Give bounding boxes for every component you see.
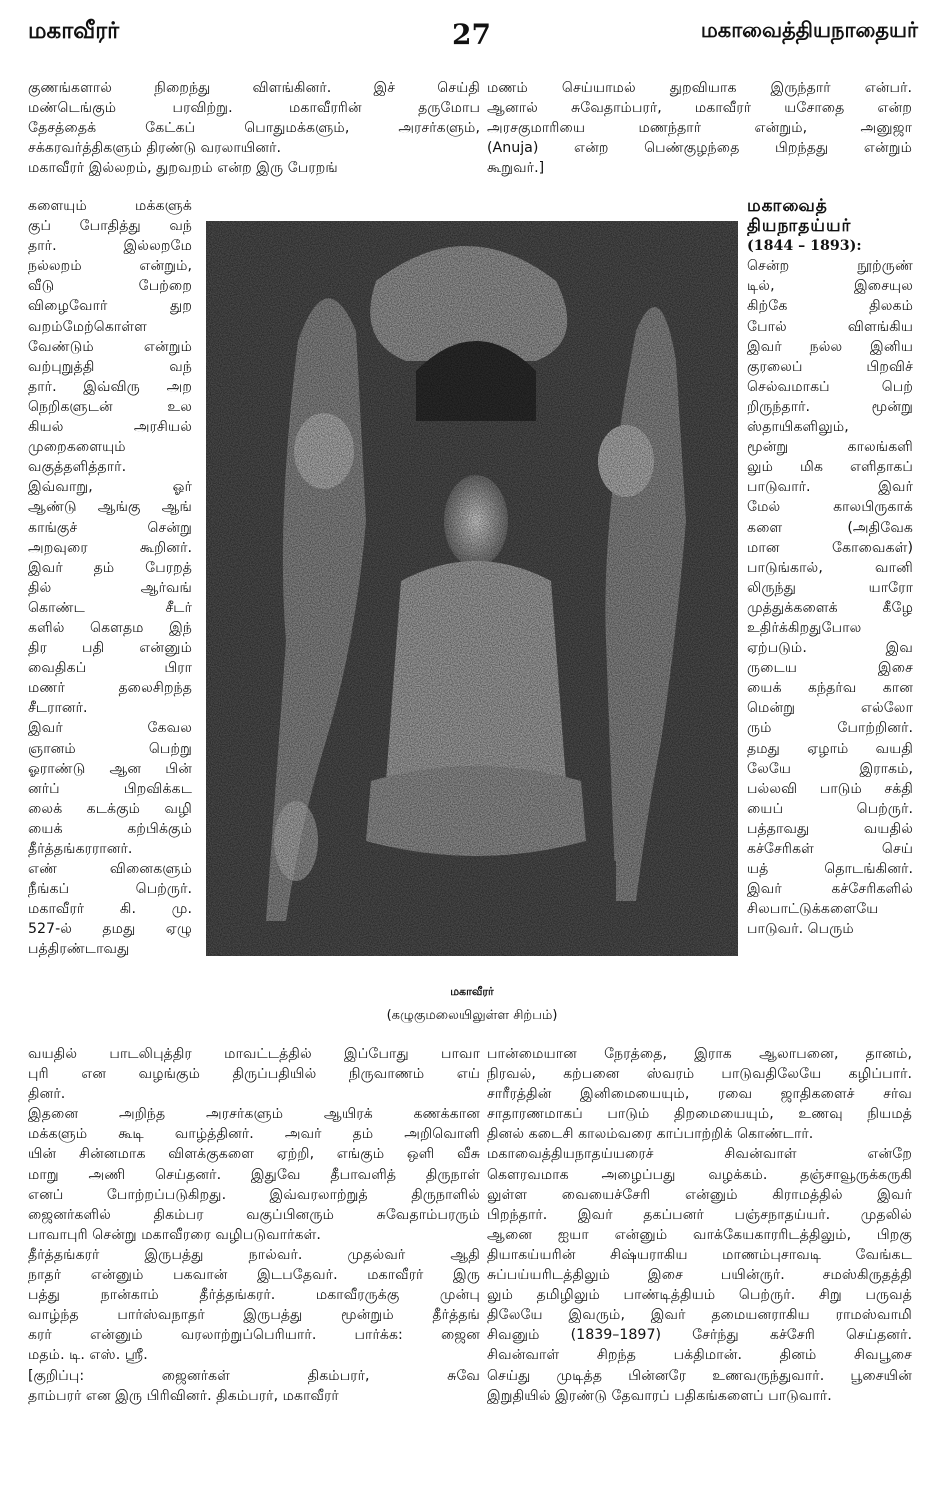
text-line: மூன்று காலங்களி — [747, 439, 913, 456]
text-line: இவ்வாறு, ஓர் — [28, 479, 192, 496]
text-line: நிரவல், கற்பனை ஸ்வரம் பாடுவதிலேயே கழிப்பார். — [487, 1066, 912, 1083]
biography-heading-part1: மகாவைத் — [747, 196, 828, 216]
text-line: இதனை அறிந்த அரசர்களும் ஆயிரக் கணக்கான — [28, 1106, 480, 1123]
text-line: பத்தாவது வயதில் — [747, 820, 913, 837]
text-line: சிலபாட்டுக்களையே — [747, 901, 879, 918]
text-line: வறம்மேற்கொள்ள — [28, 318, 147, 335]
text-line: லைக் கடக்கும் வழி — [28, 800, 192, 817]
text-line: ஆனால் சுவேதாம்பரர், மகாவீரர் யசோதை என்ற — [487, 100, 912, 117]
text-line: நல்லறம் என்றும், — [28, 258, 192, 275]
photo-caption-title: மகாவீரர் — [450, 985, 494, 998]
text-line: திர பதி என்னும் — [28, 640, 192, 657]
text-line: மான கோவைகள்) — [747, 539, 913, 556]
text-line: போல் விளங்கிய — [747, 318, 913, 335]
mahavira-sculpture-photo — [206, 221, 738, 956]
text-line: தார். இல்லறமே — [28, 238, 192, 255]
text-line: நாதர் என்னும் பகவான் இடபதேவர். மகாவீரர் இரு — [28, 1267, 480, 1284]
text-line: தினல் கடைசி காலம்வரை காப்பாற்றிக் கொண்டார். — [487, 1126, 814, 1143]
text-line: மாறு அணி செய்தனர். இதுவே தீபாவளித் திருநாள் — [28, 1166, 480, 1183]
text-line: கச்சேரிகள் செய் — [747, 841, 913, 857]
text-line: இவர் தம் பேரறத் — [28, 559, 192, 576]
text-line: எனப் போற்றப்படுகிறது. இவ்வரலாற்றுத் திருநாளில் — [28, 1186, 480, 1203]
text-line: றிருந்தார். மூன்று — [747, 398, 913, 415]
text-line: தார். இவ்விரு அற — [28, 378, 192, 395]
left-column-top-text — [28, 78, 480, 178]
text-line: வாழ்ந்த பார்ஸ்வநாதர் இருபத்து மூன்றும் தீர்த்தங் — [28, 1307, 480, 1324]
text-line: வயதில் பாடலிபுத்திர மாவட்டத்தில் இப்போது பாவா — [28, 1046, 480, 1062]
text-line: ஸ்தாயிகளிலும், — [747, 419, 849, 436]
text-line: முறைகளையும் — [28, 439, 126, 456]
text-line: வகுத்தளித்தார். — [28, 459, 127, 476]
text-line: டில், இசையுல — [747, 278, 913, 295]
text-line: மணம் செய்யாமல் துறவியாக இருந்தார் என்பர். — [487, 80, 912, 96]
left-column-narrow-text — [28, 196, 192, 960]
text-line: சிவனும் (1839–1897) சேர்ந்து கச்சேரி செய்தனர். — [487, 1327, 912, 1344]
text-line: உதிர்க்கிறதுபோல — [747, 619, 862, 636]
text-line: குணங்களால் நிறைந்து விளங்கினர். இச் செய்தி — [28, 80, 480, 96]
text-line: ஞானம் பெற்று — [28, 740, 192, 757]
text-line: குரலைப் பிறவிச் — [747, 358, 913, 375]
text-line: ருடைய இசை — [747, 660, 913, 677]
running-header-right: மகாவைத்தியநாதையர் — [700, 18, 918, 42]
biography-heading-part2: தியநாதய்யர் — [747, 216, 852, 237]
text-line: செய்து முடித்த பின்னரே உணவருந்துவார். பூசையின் — [487, 1367, 912, 1384]
biography-years: (1844 – 1893): — [747, 238, 862, 255]
text-line: களை (அதிவேக — [747, 519, 913, 536]
text-line: திலேயே இவரும், இவர் தமையனராகிய ராமஸ்வாமி — [487, 1307, 912, 1324]
text-line: தீர்த்தங்கரரானர். — [28, 841, 133, 857]
text-line: முத்துக்களைக் கீழே — [747, 599, 913, 616]
text-line: தில் ஆர்வங் — [28, 579, 192, 596]
text-line: கிற்கே திலகம் — [747, 298, 913, 315]
text-line: பான்மையான நேரத்தை, இராக ஆலாபனை, தானம், — [487, 1046, 912, 1062]
text-line: மகாவீரர் இல்லறம், துறவறம் என்ற இரு பேரறங் — [28, 160, 338, 177]
text-line: செல்வமாகப் பெற் — [747, 378, 913, 395]
text-line: பல்லவி பாடும் சக்தி — [747, 780, 913, 797]
text-line: இவர் நல்ல இனிய — [747, 338, 913, 355]
text-line: வற்புறுத்தி வந் — [28, 358, 192, 375]
text-line: யத் தொடங்கினர். — [747, 861, 913, 878]
text-line: விழைவோர் துற — [28, 298, 192, 315]
text-line: சென்ற நூற்ருண் — [747, 258, 913, 275]
text-line: ஓராண்டு ஆன பின் — [28, 760, 192, 777]
text-line: லிருந்து யாரோ — [747, 579, 913, 596]
text-line: 527-ல் தமது ஏழு — [28, 921, 192, 938]
text-line: லுள்ள வையைச்சேரி என்னும் கிராமத்தில் இவர் — [487, 1186, 912, 1203]
text-line: லும் தமிழிலும் பாண்டித்தியம் பெற்ருர். சிறு பருவத் — [487, 1287, 912, 1304]
text-line: லேயே இராகம், — [747, 760, 913, 777]
text-line: இவர் கச்சேரிகளில் — [747, 881, 913, 898]
text-line: [குறிப்பு: ஜைனர்கள் திகம்பரர், சுவே — [28, 1367, 480, 1384]
text-line: மென்று எல்லோ — [747, 700, 913, 717]
text-line: பாடுவார். இவர் — [747, 479, 913, 496]
text-line: பத்து நான்காம் தீர்த்தங்கரர். மகாவீரருக்கு முன்பு — [28, 1287, 480, 1304]
text-line: (Anuja) என்ற பெண்குழந்தை பிறந்தது என்றும் — [487, 140, 912, 157]
text-line: ஆனை ஐயா என்னும் வாக்கேயகாரரிடத்திலும், பிறகு — [487, 1226, 912, 1243]
text-line: சிவன்வாள் சிறந்த பக்திமான். தினம் சிவபூசை — [487, 1347, 912, 1364]
text-line: தியாகய்யரின் சிஷ்யராகிய மாணம்புசாவடி வேங்கட — [487, 1246, 912, 1263]
text-line: இறுதியில் இரண்டு தேவாரப் பதிகங்களைப் பாடுவார். — [487, 1387, 832, 1404]
text-line: வைதிகப் பிரா — [28, 660, 192, 677]
text-line: சக்கரவர்த்திகளும் திரண்டு வரலாயினர். — [28, 140, 282, 157]
text-line: யைக் கற்பிக்கும் — [28, 820, 192, 837]
text-line: யின் சின்னமாக விளக்குகளை ஏற்றி, எங்கும் ஒளி வீசு — [28, 1146, 480, 1163]
text-line: தமது ஏழாம் வயதி — [747, 740, 913, 757]
text-line: கொண்ட சீடர் — [28, 599, 192, 616]
right-column-top-text — [487, 78, 912, 178]
text-line: சீடரானர். — [28, 700, 88, 717]
text-line: குப் போதித்து வந் — [28, 218, 192, 235]
text-line: ஆண்டு ஆங்கு ஆங் — [28, 499, 192, 516]
text-line: பாவாபுரி சென்று மகாவீரரை வழிபடுவார்கள். — [28, 1226, 321, 1243]
text-line: ஜைனர்களில் திகம்பர வகுப்பினரும் சுவேதாம்பரரும் — [28, 1206, 480, 1223]
text-line: மகாவீரர் கி. மு. — [28, 901, 192, 918]
left-column-bottom-text — [28, 1044, 480, 1406]
text-line: மணர் தலைசிறந்த — [28, 680, 192, 697]
text-line: மகாவைத்தியநாதய்யரைச் சிவன்வாள் என்றே — [487, 1146, 912, 1163]
text-line: தேசத்தைக் கேட்கப் பொதுமக்களும், அரசர்களும், — [28, 120, 480, 137]
text-line: கரர் என்னும் வரலாற்றுப்பெரியார். பார்க்க: ஜைன — [28, 1327, 480, 1344]
text-line: பாடுங்கால், வானி — [747, 559, 913, 576]
text-line: ரும் போற்றினர். — [747, 720, 913, 737]
text-line: ஏற்படும். இவ — [747, 640, 913, 657]
text-line: தினர். — [28, 1086, 66, 1103]
text-line: கியல் அரசியல் — [28, 419, 192, 436]
text-line: காங்குச் சென்று — [28, 519, 192, 536]
text-line: இவர் கேவல — [28, 720, 192, 737]
text-line: தாம்பரர் என இரு பிரிவினர். திகம்பரர், மகாவீரர் — [28, 1387, 339, 1404]
text-line: சாதாரணமாகப் பாடும் திறமையையும், உணவு நியமத் — [487, 1106, 912, 1123]
text-line: பிறந்தார். இவர் தகப்பனர் பஞ்சநாதய்யர். முதலில் — [487, 1206, 912, 1223]
text-line: லும் மிக எளிதாகப் — [747, 459, 913, 476]
text-line: மக்களும் கூடி வாழ்த்தினர். அவர் தம் அறிவொளி — [28, 1126, 480, 1143]
text-line: நெறிகளுடன் உல — [28, 398, 192, 415]
text-line: களையும் மக்களுக் — [28, 198, 192, 214]
text-line: பத்திரண்டாவது — [28, 941, 130, 958]
text-line: அரசகுமாரியை மணந்தார் என்றும், அனுஜா — [487, 120, 912, 137]
running-header-left: மகாவீரர் — [28, 18, 120, 44]
text-line: மதம். டி. எஸ். ஸ்ரீ. — [28, 1347, 148, 1364]
biography-narrow-lines — [747, 256, 913, 939]
photo-caption-subtitle: (கழுகுமலையிலுள்ள சிற்பம்) — [386, 1008, 558, 1023]
text-line: பாடுவர். பெரும் — [747, 921, 854, 938]
text-line: அறவுரை கூறினர். — [28, 539, 192, 556]
page-number: 27 — [452, 18, 491, 51]
text-line: மேல் காலபிருகாக் — [747, 499, 913, 516]
text-line: களில் கௌதம இந் — [28, 619, 192, 636]
text-line: கூறுவர்.] — [487, 160, 545, 177]
text-line: புரி என வழங்கும் திருப்பதியில் நிருவாணம் எய் — [28, 1066, 480, 1083]
text-line: யைப் பெற்ருர். — [747, 800, 913, 817]
text-line: சாரீரத்தின் இனிமையையும், ரவை ஜாதிகளைச் சர்வ — [487, 1086, 912, 1103]
text-line: கௌரவமாக அழைப்பது வழக்கம். தஞ்சாவூருக்கருகி — [487, 1166, 912, 1183]
text-line: வேண்டும் என்றும் — [28, 338, 192, 355]
text-line: யைக் கந்தர்வ கான — [747, 680, 913, 697]
text-line: சுப்பய்யரிடத்திலும் இசை பயின்ருர். சமஸ்கிருதத்தி — [487, 1267, 912, 1284]
text-line: நீங்கப் பெற்ருர். — [28, 881, 192, 898]
text-line: தீர்த்தங்கரர் இருபத்து நால்வர். முதல்வர் ஆதி — [28, 1246, 480, 1263]
right-column-narrow-text — [747, 196, 913, 939]
right-column-bottom-text — [487, 1044, 912, 1406]
text-line: வீடு பேற்றை — [28, 278, 192, 295]
text-line: எண் வினைகளும் — [28, 861, 192, 878]
text-line: மண்டெங்கும் பரவிற்று. மகாவீரரின் தருமோப — [28, 100, 480, 117]
text-line: னர்ப் பிறவிக்கட — [28, 780, 192, 797]
